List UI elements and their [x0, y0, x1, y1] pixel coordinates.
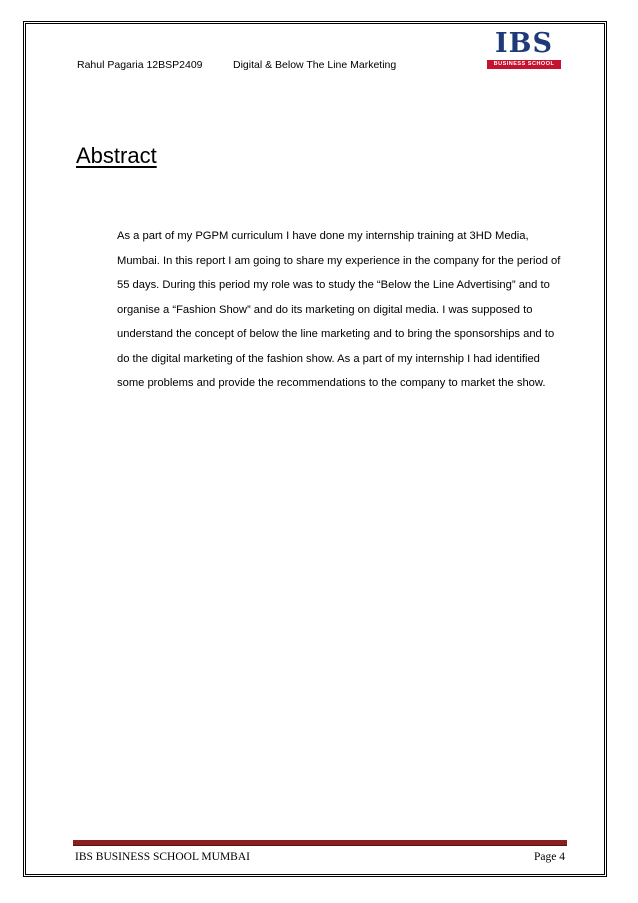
- ibs-logo: [487, 29, 561, 70]
- page-number: Page 4: [534, 851, 565, 863]
- header-author: Rahul Pagaria 12BSP2409: [77, 59, 203, 71]
- header-document-title: Digital & Below The Line Marketing: [233, 59, 397, 71]
- logo-text: IBS: [495, 28, 553, 59]
- section-title: Abstract: [76, 143, 157, 168]
- page-footer: [75, 851, 565, 867]
- footer-divider: [73, 840, 567, 846]
- footer-school-name: IBS BUSINESS SCHOOL MUMBAI: [75, 851, 250, 863]
- logo-subtext: BUSINESS SCHOOL: [487, 60, 561, 69]
- abstract-paragraph: As a part of my PGPM curriculum I have done my internship training at 3HD Media, Mumbai. In this report I am going to share my experience in the company for the period of 55 days. During this period my role was to study the “Below the Line Advertising” and to organise a “Fashion Show” and do its marketing on digital media. I was supposed to understand the concept of below the line marketing and to bring the sponsorships and to do the digital marketing of the fashion show. As a part of my internship I had identified some problems and provide the recommendations to the company to market the show.: [117, 230, 561, 389]
